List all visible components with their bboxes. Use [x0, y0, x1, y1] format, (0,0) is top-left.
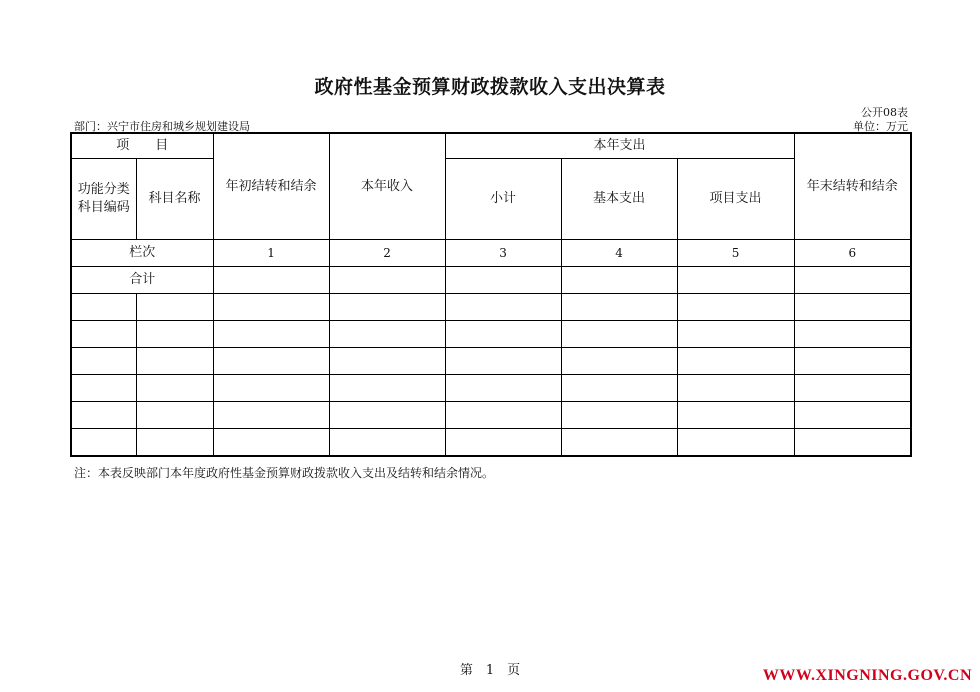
table-cell [794, 402, 911, 429]
column-index-label: 栏次 [71, 240, 213, 267]
table-cell [561, 402, 677, 429]
table-cell [445, 429, 561, 457]
table-cell [794, 321, 911, 348]
table-cell [445, 375, 561, 402]
department-label: 部门：兴宁市住房和城乡规划建设局 [74, 120, 250, 133]
table-cell [136, 321, 213, 348]
total-label: 合计 [71, 267, 213, 294]
table-cell [136, 375, 213, 402]
table-cell [329, 348, 445, 375]
total-cell [329, 267, 445, 294]
header-income: 本年收入 [329, 133, 445, 240]
header-row-1 [71, 133, 911, 159]
table-cell [677, 375, 794, 402]
table-cell [794, 294, 911, 321]
table-cell [329, 402, 445, 429]
table-cell [136, 402, 213, 429]
header-item: 项 目 [71, 133, 213, 159]
table-cell [561, 348, 677, 375]
table-cell [445, 321, 561, 348]
table-cell [329, 429, 445, 457]
table-cell [561, 375, 677, 402]
report-title: 政府性基金预算财政拨款收入支出决算表 [314, 76, 666, 98]
column-number: 6 [794, 240, 911, 267]
header-opening-balance: 年初结转和结余 [213, 133, 329, 240]
table-row [71, 402, 911, 429]
table-cell [445, 348, 561, 375]
table-cell [71, 429, 136, 457]
form-code: 公开08表 [861, 106, 908, 119]
table-cell [213, 429, 329, 457]
column-number: 4 [561, 240, 677, 267]
table-cell [213, 402, 329, 429]
table-cell [329, 294, 445, 321]
table-row [71, 348, 911, 375]
table-cell [71, 321, 136, 348]
table-cell [794, 375, 911, 402]
table-cell [71, 375, 136, 402]
column-number: 1 [213, 240, 329, 267]
budget-table [70, 132, 912, 457]
column-number: 3 [445, 240, 561, 267]
table-cell [677, 321, 794, 348]
table-cell [71, 348, 136, 375]
table-cell [677, 294, 794, 321]
table-row [71, 321, 911, 348]
column-index-row [71, 240, 911, 267]
table-cell [71, 294, 136, 321]
footnote: 注：本表反映部门本年度政府性基金预算财政拨款收入支出及结转和结余情况。 [74, 466, 495, 480]
total-cell [794, 267, 911, 294]
table-cell [677, 429, 794, 457]
table-cell [213, 321, 329, 348]
total-cell [677, 267, 794, 294]
header-func-code: 功能分类 科目编码 [71, 159, 136, 240]
table-cell [71, 402, 136, 429]
table-cell [677, 348, 794, 375]
header-row-2 [71, 159, 911, 240]
total-row [71, 267, 911, 294]
table-cell [136, 294, 213, 321]
header-closing-balance: 年末结转和结余 [794, 133, 911, 240]
table-cell [213, 375, 329, 402]
table-cell [794, 429, 911, 457]
table-cell [329, 375, 445, 402]
table-row [71, 375, 911, 402]
site-watermark: WWW.XINGNING.GOV.CN [762, 667, 972, 684]
header-subject-name: 科目名称 [136, 159, 213, 240]
table-row [71, 429, 911, 457]
table-cell [329, 321, 445, 348]
table-cell [213, 348, 329, 375]
table-cell [677, 402, 794, 429]
table-cell [445, 402, 561, 429]
page-number: 第 1 页 [459, 663, 521, 678]
header-subtotal: 小计 [445, 159, 561, 240]
total-cell [213, 267, 329, 294]
header-expenditure: 本年支出 [445, 133, 794, 159]
header-basic: 基本支出 [561, 159, 677, 240]
table-cell [445, 294, 561, 321]
table-cell [561, 429, 677, 457]
header-project: 项目支出 [677, 159, 794, 240]
table-cell [213, 294, 329, 321]
column-number: 2 [329, 240, 445, 267]
table-cell [136, 429, 213, 457]
table-cell [794, 348, 911, 375]
table-row [71, 294, 911, 321]
table-cell [136, 348, 213, 375]
total-cell [445, 267, 561, 294]
table-cell [561, 321, 677, 348]
table-cell [561, 294, 677, 321]
total-cell [561, 267, 677, 294]
unit-label: 单位：万元 [853, 120, 908, 133]
column-number: 5 [677, 240, 794, 267]
